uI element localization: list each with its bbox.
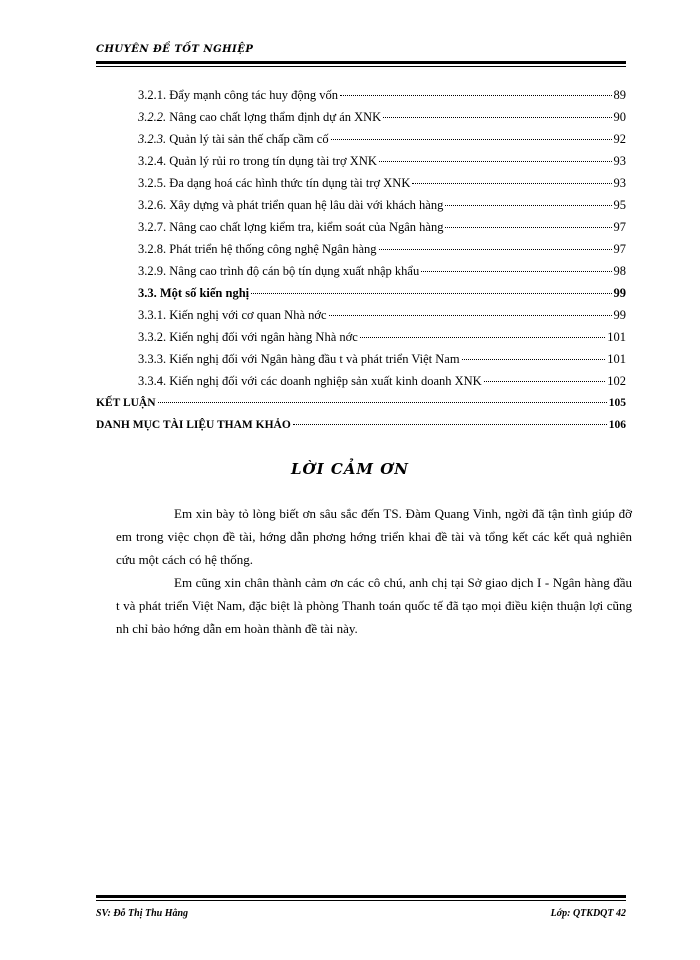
toc-leader-dots [379,161,612,162]
toc-entry-number: 3.2.3. [138,132,167,146]
toc-entry-page: 98 [613,264,626,278]
toc-entry-label [138,172,410,194]
toc-leader-dots [484,381,606,382]
footer-rule-thin [96,900,626,901]
toc-entry [96,304,626,326]
toc-entry-text: Kiến nghị với cơ quan Nhà nớc [169,308,327,322]
toc-entry-page: 97 [613,220,626,234]
toc-entry [96,106,626,128]
toc-entry-label [138,128,329,150]
toc-entry-page: 99 [613,286,626,300]
toc-entry-number: 3.2.5. [138,176,167,190]
toc-entry-page: 92 [613,132,626,146]
toc-entry-label [138,260,419,282]
toc-leader-dots [383,117,611,118]
toc-entry-label [138,370,482,392]
header-rule-thin [96,66,626,67]
toc-entry-text: Phát triển hệ thống công nghệ Ngân hàng [169,242,377,256]
section-title: LỜI CẢM ƠN [290,460,410,478]
toc-entry [96,414,626,436]
toc-leader-dots [421,271,611,272]
toc-entry-number: 3.3.4. [138,374,167,388]
toc-entry-label [96,414,291,436]
toc-entry-text: DANH MỤC TÀI LIỆU THAM KHẢO [96,419,291,431]
toc-entry-page: 90 [613,110,626,124]
toc-entry-label [138,282,249,304]
toc-leader-dots [331,139,612,140]
toc-entry-number: 3.3.1. [138,308,167,322]
toc-entry-text: Đẩy mạnh công tác huy động vốn [169,88,338,102]
footer-class: Lớp: QTKDQT 42 [550,908,626,919]
toc-entry-page: 101 [607,330,626,344]
acknowledgement-body [116,502,632,640]
toc-entry-page: 106 [608,419,626,431]
toc-entry [96,84,626,106]
toc-entry-page: 102 [607,374,626,388]
toc-entry [96,238,626,260]
toc-entry [96,282,626,304]
toc-entry [96,172,626,194]
toc-entry-label [138,216,443,238]
toc-entry-text: Quản lý rủi ro trong tín dụng tài trợ XNK [169,154,377,168]
table-of-contents [96,84,626,436]
toc-entry-text: Nâng cao chất lợng thẩm định dự án XNK [169,110,382,124]
toc-entry [96,326,626,348]
page-header: CHUYÊN ĐỀ TỐT NGHIỆP [96,44,254,55]
toc-entry-number: 3.2.6. [138,198,167,212]
toc-entry-label [138,304,327,326]
toc-entry-number: 3.3.2. [138,330,167,344]
toc-entry-text: Kiến nghị đối với Ngân hàng đầu t và phát triển Việt Nam [169,352,460,366]
toc-leader-dots [412,183,611,184]
toc-leader-dots [340,95,612,96]
toc-entry-label [138,106,381,128]
toc-entry-text: Nâng cao trình độ cán bộ tín dụng xuất nhập khẩu [169,264,420,278]
toc-entry-number: 3.2.7. [138,220,167,234]
toc-entry-text: Kiến nghị đối với ngân hàng Nhà nớc [169,330,358,344]
toc-entry-page: 95 [613,198,626,212]
toc-entry-number: 3.3. [138,286,157,300]
toc-entry-number: 3.2.8. [138,242,167,256]
paragraph: Em xin bày tỏ lòng biết ơn sâu sắc đến TS. Đàm Quang Vinh, ngời đã tận tình giúp đỡ em trong việc chọn đề tài, hớng dẫn phơng hớng triển khai đề tài và tổng kết các kết quả nghiên cứu một cách có hệ thống. [116,506,632,567]
toc-entry-text: Xây dựng và phát triển quan hệ lâu dài với khách hàng [169,198,444,212]
toc-entry-number: 3.2.2. [138,110,167,124]
toc-entry-label [138,326,358,348]
toc-entry-label [96,392,156,414]
toc-entry-page: 93 [613,154,626,168]
toc-entry-page: 93 [613,176,626,190]
toc-entry-label [138,238,377,260]
toc-leader-dots [329,315,612,316]
toc-entry-label [138,150,377,172]
toc-leader-dots [445,227,611,228]
toc-entry-text: Nâng cao chất lợng kiểm tra, kiểm soát của Ngân hàng [169,220,444,234]
toc-entry [96,392,626,414]
footer-author: SV: Đỗ Thị Thu Hằng [96,908,189,919]
toc-entry [96,370,626,392]
toc-entry [96,260,626,282]
toc-entry-label [138,194,443,216]
toc-entry-number: 3.2.1. [138,88,167,102]
toc-entry [96,348,626,370]
toc-entry-page: 105 [608,397,626,409]
toc-entry-number: 3.3.3. [138,352,167,366]
toc-entry-number: 3.2.4. [138,154,167,168]
toc-entry [96,216,626,238]
toc-entry-text: Đa dạng hoá các hình thức tín dụng tài trợ XNK [169,176,411,190]
toc-leader-dots [462,359,606,360]
header-rule [96,61,626,64]
toc-leader-dots [360,337,605,338]
toc-leader-dots [293,424,607,425]
toc-entry-number: 3.2.9. [138,264,167,278]
toc-entry-text: Kiến nghị đối với các doanh nghiệp sản xuất kinh doanh XNK [169,374,482,388]
toc-entry-text: Quản lý tài sản thế chấp cầm cố [169,132,329,146]
toc-entry-page: 101 [607,352,626,366]
toc-entry [96,194,626,216]
footer-rule [96,895,626,898]
toc-entry-page: 89 [613,88,626,102]
toc-leader-dots [251,293,611,294]
toc-entry-text: KẾT LUẬN [96,397,156,409]
toc-leader-dots [445,205,611,206]
toc-entry [96,150,626,172]
toc-leader-dots [158,402,607,403]
toc-entry-label [138,84,338,106]
toc-entry [96,128,626,150]
toc-entry-page: 99 [613,308,626,322]
paragraph: Em cũng xin chân thành cảm ơn các cô chú, anh chị tại Sở giao dịch I - Ngân hàng đầu t và phát triển Việt Nam, đặc biệt là phòng Thanh toán quốc tế đã tạo mọi điều kiện thuận lợi cũng nh chỉ bảo hớng dẫn em hoàn thành đề tài này. [116,575,632,636]
toc-leader-dots [379,249,612,250]
toc-entry-label [138,348,460,370]
toc-entry-text: Một số kiến nghị [159,286,250,300]
toc-entry-page: 97 [613,242,626,256]
